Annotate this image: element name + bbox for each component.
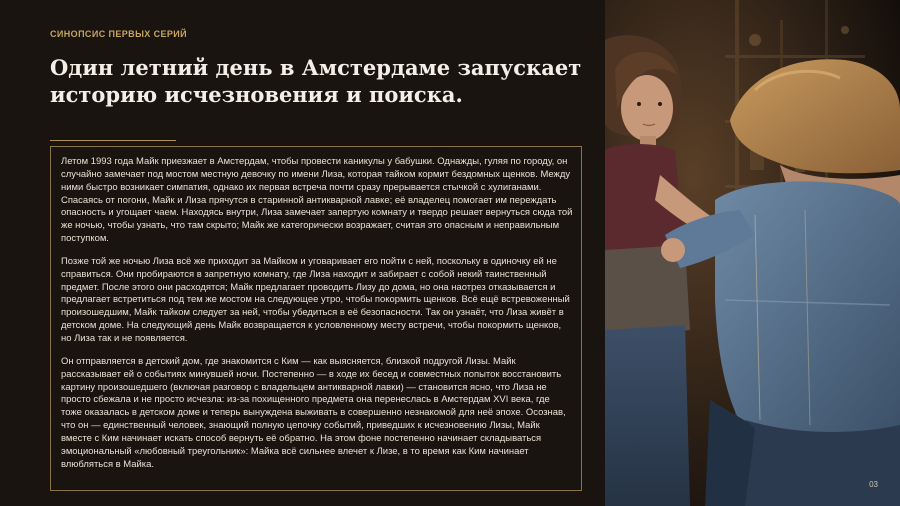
synopsis-paragraph-2: Позже той же ночью Лиза всё же приходит за Майком и уговаривает его пойти с ней, поскольку в одиночку ей не справиться. Они пробираются в запретную комнату, где Лиза находит и забирает с собой некий таинственный предмет. После этого они расходятся; Майк предлагает проводить Лизу до дома, но она наотрез отказывается и предлагает встретиться под тем же мостом на следующее утро, чтобы покормить щенков. Всё ещё встревоженный произошедшим, Майк тайком следует за ней, чтобы убедиться в её безопасности. Так он узнаёт, что Лиза живёт в детском доме. На следующий день Майк возвращается к условленному месту встречи, чтобы покормить щенков, но Лиза так и не появляется.	[61, 255, 570, 344]
synopsis-paragraph-3: Он отправляется в детский дом, где знакомится с Ким — как выясняется, близкой подругой Лизы. Майк рассказывает ей о событиях минувшей ночи. Постепенно — в ходе их бесед и совместных попыток восстановить картину произошедшего (включая разговор с владельцем антикварной лавки) — становится ясно, что Лиза не просто сбежала и не просто исчезла: из-за похищенного предмета она перенеслась в Амстердам XVI века, где тоже оказалась в детском доме и теперь вынуждена выживать в совершенно незнакомой для неё эпохе. Осознав, что он — единственный человек, знающий полную цепочку событий, приведших к исчезновению Лизы, Майк вместе с Ким начинает искать способ вернуть её обратно. На этом фоне постепенно начинает складываться эмоциональный «любовный треугольник»: Майка всё сильнее влечет к Лизе, в то время как Ким начинает влюбляться в Майка.	[61, 355, 566, 470]
synopsis-box	[50, 146, 582, 491]
photo-girl-and-boy	[605, 0, 900, 506]
slide-title: Один летний день в Амстердаме запускает историю исчезновения и поиска.	[50, 55, 582, 107]
section-eyebrow: СИНОПСИС ПЕРВЫХ СЕРИЙ	[50, 29, 188, 39]
page-number: 03	[869, 480, 878, 489]
synopsis-paragraph-1: Летом 1993 года Майк приезжает в Амстердам, чтобы провести каникулы у бабушки. Однажды, гуляя по городу, он случайно замечает под мостом местную девочку по имени Лиза, которая тайком кормит бездомных щенков. Между ними быстро возникает симпатия, однако их первая встреча почти сразу прерывается стычкой с хулиганами. Спасаясь от погони, Майк и Лиза прячутся в старинной антикварной лавке; её владелец помогает им переждать опасность и угощает чаем. Находясь внутри, Лиза замечает запертую комнату и твердо решает вернуться сюда той же ночью, чтобы узнать, что там скрыто; Майк же категорически возражает, считая это опасным и неправильным поступком.	[61, 156, 573, 245]
title-underline	[50, 140, 176, 141]
